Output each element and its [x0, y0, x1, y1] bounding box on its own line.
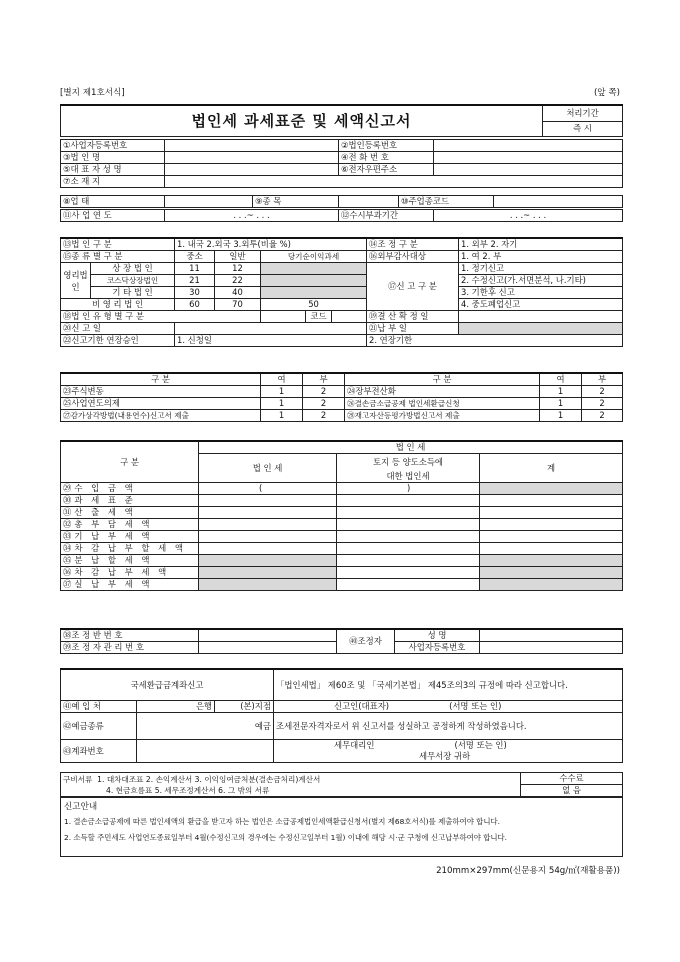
tax-row-label: ㉛산 출 세 액 [61, 507, 199, 519]
check-option-no[interactable]: 2 [582, 398, 623, 410]
nonprofit-code-general[interactable]: 70 [215, 299, 261, 311]
kosdaq-code-small[interactable]: 21 [175, 275, 215, 287]
no-header-left: 부 [303, 373, 345, 386]
corp-reg-no-field[interactable] [434, 140, 623, 152]
agent-label: 세무대리인 [334, 740, 375, 750]
audit-options[interactable]: 1. 여 2. 부 [459, 251, 623, 263]
code-label: 코드 [306, 311, 332, 323]
address-field[interactable] [165, 176, 623, 188]
guide-box [60, 797, 623, 857]
guide-item-2: 2. 소득할 주민세도 사업연도종료일부터 4월(수정신고의 경우에는 수정신고일부터 1월) 이내에 해당 시·군 구청에 신고납부하여야 합니다. [64, 833, 507, 842]
corp-reg-no-label: ②법인등록번호 [339, 140, 434, 152]
agent-sign[interactable]: (서명 또는 인) [454, 740, 507, 750]
payment-label: ㉑납 부 일 [367, 323, 459, 335]
adjuster-table [60, 628, 623, 654]
yes-header-right: 여 [540, 373, 582, 386]
tax-row-label: ㊲실 납 부 세 액 [61, 579, 199, 591]
title-table [60, 104, 623, 137]
address-label: ⑦소 재 지 [61, 176, 165, 188]
paren-open: ( [259, 483, 263, 493]
refund-declaration-table [60, 668, 623, 763]
adjuster-name-label: 성 명 [395, 629, 480, 642]
listed-code-general[interactable]: 12 [215, 263, 261, 275]
bank-label: ㊶예 입 처 [61, 701, 137, 713]
check-depreciation: ㉗감가상각방법(내용연수)신고서 제출 [61, 410, 261, 422]
check-fiscal-deemed: ㉕사업연도의제 [61, 398, 261, 410]
check-loss-carryback: ㉖결손금소급공제 법인세환급신청 [345, 398, 540, 410]
kosdaq-code-general[interactable]: 22 [215, 275, 261, 287]
branch-field[interactable]: (본)지점 [215, 701, 274, 713]
account-no-label: ㊸계좌번호 [61, 740, 137, 763]
docs-label: 구비서류 [63, 774, 93, 784]
declaration-law: 「법인세법」 제60조 및 「국세기본법」 제45조의3의 규정에 따라 신고합니다. [274, 669, 623, 701]
biz-type-field[interactable] [165, 196, 253, 208]
kind-label: ⑮종 류 별 구 분 [61, 251, 175, 263]
corp-tax-group-header: 법 인 세 [199, 441, 623, 454]
nonprofit-label: 비 영 리 법 인 [61, 299, 175, 311]
biz-reg-no-field[interactable] [165, 140, 339, 152]
item-label: ⑨종 목 [253, 196, 339, 208]
form-number: [별지 제1호서식] [60, 88, 125, 98]
guide-item-1: 1. 결손금소급공제에 따른 법인세액의 환급을 받고자 하는 법인은 소급공제법인세액환급신청서(별지 제68호서식)를 제출하여야 합니다. [64, 817, 500, 826]
fiscal-table [60, 209, 623, 222]
extended-deadline[interactable]: 2. 연장기한 [367, 335, 623, 347]
adjuster-name-field[interactable] [480, 629, 623, 642]
main-code-field[interactable] [494, 196, 623, 208]
check-option-yes[interactable]: 1 [540, 386, 582, 398]
biz-type-label: ⑧업 태 [61, 196, 165, 208]
addressee: 세무서장 귀하 [274, 751, 623, 763]
report-label: ⑳신 고 일 [61, 323, 175, 335]
kosdaq-label: 코스닥상장법인 [91, 275, 175, 287]
proc-period-label: 처리기간 [543, 105, 623, 121]
settle-label: ⑲결 산 확 정 일 [367, 311, 459, 323]
non-profit-label: 당기순이익과세 [261, 251, 367, 263]
adj-type-label: ⑭조 정 구 분 [367, 238, 459, 251]
profit-corp-label: 영리법인 [61, 263, 91, 299]
check-option-yes[interactable]: 1 [540, 410, 582, 422]
adj-mgmt-no-label: ㊳조 정 반 번 호 [61, 629, 199, 642]
filing-label: ⑰신 고 구 분 [367, 263, 459, 311]
docs-line-1: 1. 대차대조표 2. 손익계산서 3. 이익잉여금처분(결손금처리)계산서 [97, 774, 321, 784]
check-option-yes[interactable]: 1 [261, 386, 303, 398]
check-option-yes[interactable]: 1 [261, 398, 303, 410]
settle-field[interactable] [459, 311, 623, 323]
fee-value: 없 음 [562, 785, 581, 795]
corp-tax-header: 법 인 세 [199, 454, 337, 483]
check-option-yes[interactable]: 1 [540, 398, 582, 410]
adjuster-label: ㊵조정자 [337, 629, 395, 654]
required-docs [61, 773, 521, 797]
corp-type-options[interactable]: 1. 내국 2.외국 3.외투(비율 %) [175, 238, 367, 251]
tax-amount-table [60, 440, 623, 591]
check-items-table [60, 372, 623, 422]
no-header-right: 부 [582, 373, 623, 386]
filer-label: 신고인(대표자) [334, 701, 390, 711]
email-field[interactable] [434, 164, 623, 176]
paper-size: 210mm×297mm(신문용지 54g/㎡(재활용품)) [436, 866, 620, 876]
check-col-header-left: 구 분 [61, 373, 261, 386]
basic-info-table [60, 139, 623, 188]
audit-label: ⑯외부감사대상 [367, 251, 459, 263]
tax-row-label: ㉝기 납 부 세 액 [61, 531, 199, 543]
check-option-no[interactable]: 2 [582, 386, 623, 398]
other-label: 기 타 법 인 [91, 287, 175, 299]
phone-field[interactable] [434, 152, 623, 164]
land-tax-header-2: 대한 법인세 [337, 471, 480, 483]
corp-name-label: ③법 인 명 [61, 152, 165, 164]
check-option-no[interactable]: 2 [303, 410, 345, 422]
tax-row-label: ㉚과 세 표 준 [61, 495, 199, 507]
yes-header-left: 여 [261, 373, 303, 386]
nonprofit-code-np[interactable]: 50 [261, 299, 367, 311]
check-option-no[interactable]: 2 [303, 386, 345, 398]
filing-option-2[interactable]: 2. 수정신고(가.서면분석, 나.기타) [459, 275, 623, 287]
check-inventory: ㉘재고자산등평가방법신고서 제출 [345, 410, 540, 422]
small-label: 중소 [175, 251, 215, 263]
filer-sign[interactable]: (서명 또는 인) [449, 701, 502, 711]
check-stock-change: ㉓주식변동 [61, 386, 261, 398]
corp-form-label: ⑱법 인 유 형 별 구 분 [61, 311, 261, 323]
guide-title: 신고안내 [64, 802, 98, 812]
classification-table [60, 237, 623, 347]
email-label: ⑥전자우편주소 [339, 164, 434, 176]
listed-code-small[interactable]: 11 [175, 263, 215, 275]
fee-label: 수수료 [521, 773, 622, 785]
adj-no-label: ㊴조 정 자 관 리 번 호 [61, 642, 199, 654]
check-option-yes[interactable]: 1 [261, 410, 303, 422]
attachments-table [60, 772, 623, 797]
tax-row-label: ㉜총 부 담 세 액 [61, 519, 199, 531]
page-side: (앞 쪽) [593, 88, 620, 98]
fiscal-year-label: ⑪사 업 연 도 [61, 210, 165, 222]
land-tax-header-1: 토지 등 양도소득에 [337, 454, 480, 472]
proc-period-value: 즉 시 [543, 121, 623, 136]
apply-date[interactable]: 1. 신청일 [175, 335, 367, 347]
report-field[interactable] [175, 323, 367, 335]
filing-option-3[interactable]: 3. 기한후 신고 [459, 287, 623, 299]
account-no-field[interactable] [137, 740, 274, 763]
refund-title: 국세환급금계좌신고 [61, 669, 274, 701]
deadline-label: ㉒신고기한 연장승인 [61, 335, 175, 347]
check-computerized: ㉔장부전산화 [345, 386, 540, 398]
item-field[interactable] [339, 196, 399, 208]
tax-row-label: ㊱차 감 납 부 세 액 [61, 567, 199, 579]
revenue-land-field[interactable] [337, 483, 480, 495]
page-title: 법인세 과세표준 및 세액신고서 [61, 105, 543, 137]
adjuster-biz-no-label: 사업자등록번호 [395, 642, 480, 654]
check-option-no[interactable]: 2 [303, 398, 345, 410]
other-code-small[interactable]: 30 [175, 287, 215, 299]
general-label: 일반 [215, 251, 261, 263]
revenue-corp-field[interactable] [199, 483, 337, 495]
tax-col-header: 구 분 [61, 441, 199, 483]
corp-form-field[interactable] [261, 311, 306, 323]
corp-name-field[interactable] [165, 152, 339, 164]
bank-field[interactable]: 은행 [137, 701, 215, 713]
agent-statement: 조세전문자격자로서 위 신고서를 성실하고 공정하게 작성하였음니다. [274, 713, 623, 740]
filing-option-1[interactable]: 1. 정기신고 [459, 263, 623, 275]
check-col-header-right: 구 분 [345, 373, 540, 386]
code-field[interactable] [332, 311, 367, 323]
check-option-no[interactable]: 2 [582, 410, 623, 422]
adjuster-biz-no-field[interactable] [480, 642, 623, 654]
tax-row-label: ㉟분 납 할 세 액 [61, 555, 199, 567]
docs-line-2: 4. 현금흐름표 5. 세무조정계산서 6. 그 밖의 서류 [106, 785, 270, 795]
adj-mgmt-no-field[interactable] [199, 629, 337, 642]
biz-reg-no-label: ①사업자등록번호 [61, 140, 165, 152]
occasional-field[interactable]: . . .~ . . . [434, 210, 623, 222]
deposit-type-field[interactable]: 예금 [137, 713, 274, 740]
deposit-type-label: ㊷예금종류 [61, 713, 137, 740]
tax-row-label: ㉞차 감 납 부 할 세 액 [61, 543, 199, 555]
rep-name-label: ⑤대 표 자 성 명 [61, 164, 165, 176]
main-code-label: ⑩주업종코드 [399, 196, 494, 208]
total-header: 계 [480, 454, 623, 483]
rep-name-field[interactable] [165, 164, 339, 176]
nonprofit-code-small[interactable]: 60 [175, 299, 215, 311]
adj-no-field[interactable] [199, 642, 337, 654]
filing-option-4[interactable]: 4. 중도폐업신고 [459, 299, 623, 311]
biz-type-table [60, 195, 623, 208]
paren-close: ) [407, 483, 411, 493]
occasional-label: ⑫수시부과기간 [339, 210, 434, 222]
corp-type-label: ⑬법 인 구 분 [61, 238, 175, 251]
adj-type-options[interactable]: 1. 외부 2. 자기 [459, 238, 623, 251]
listed-label: 상 장 법 인 [91, 263, 175, 275]
payment-field [459, 323, 623, 335]
fiscal-year-field[interactable]: . . .~ . . . [165, 210, 339, 222]
other-code-general[interactable]: 40 [215, 287, 261, 299]
phone-label: ④전 화 번 호 [339, 152, 434, 164]
tax-row-label: ㉙수 입 금 액 [61, 483, 199, 495]
